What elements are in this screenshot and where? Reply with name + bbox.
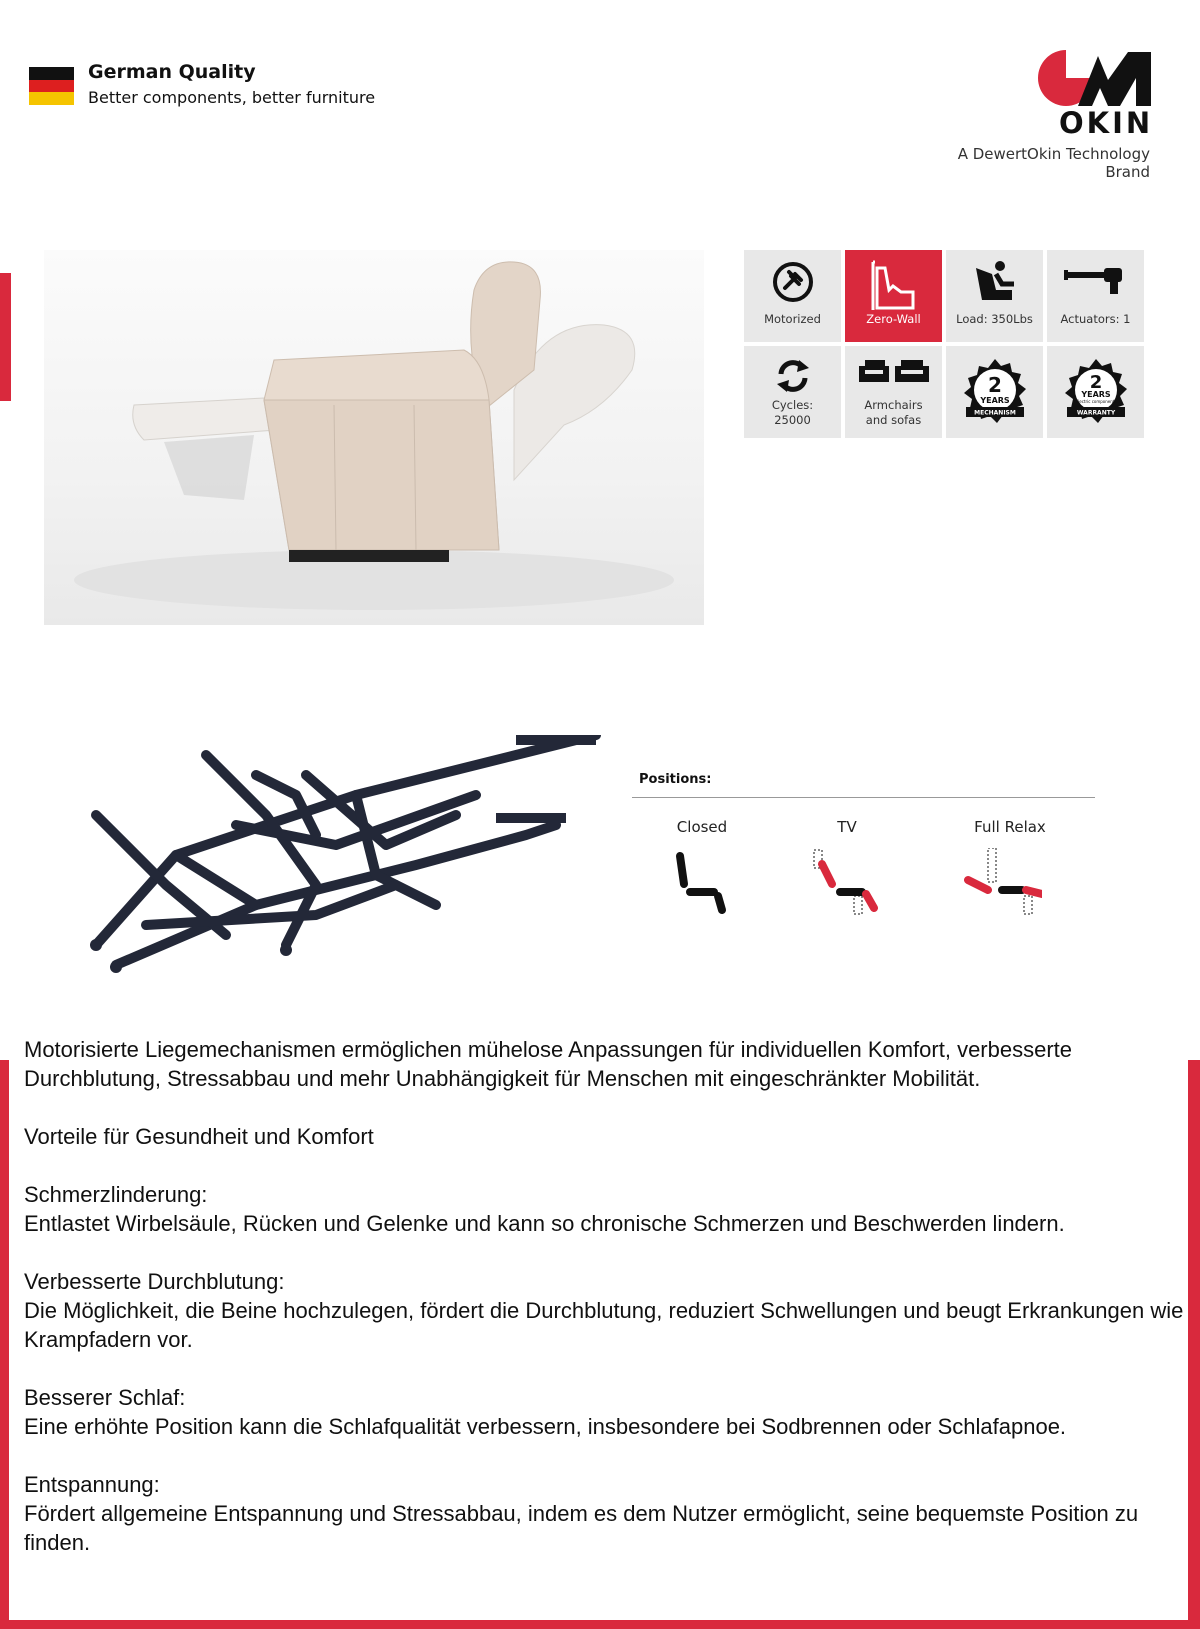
feature-load <box>946 250 1043 342</box>
person-seated-icon <box>972 260 1018 304</box>
brand-name: OKIN <box>1059 106 1154 140</box>
feature-mechanism-warranty <box>946 346 1043 438</box>
left-accent-bar <box>0 273 11 401</box>
position-tv-label: TV <box>837 818 857 836</box>
feature-label: Zero-Wall <box>866 312 921 326</box>
position-full-relax-label: Full Relax <box>974 818 1046 836</box>
benefit-text: Fördert allgemeine Entspannung und Stressabbau, indem es dem Nutzer ermöglicht, seine bequemste Position zu finden. <box>24 1501 1139 1555</box>
benefit-text: Entlastet Wirbelsäule, Rücken und Gelenke und kann so chronische Schmerzen und Beschwerden lindern. <box>24 1211 1065 1236</box>
benefit-title: Besserer Schlaf: <box>24 1385 186 1410</box>
feature-cycles <box>744 346 841 438</box>
mechanism-frame-image <box>56 735 616 985</box>
feature-label: Cycles: <box>771 398 814 412</box>
benefit-section <box>24 1470 1184 1557</box>
feature-furniture <box>845 346 942 438</box>
benefit-section <box>24 1267 1184 1354</box>
badge-small-text: Electric components <box>1075 399 1116 404</box>
feature-grid <box>744 250 1144 438</box>
badge-number: 2 <box>987 373 1002 397</box>
benefit-title: Schmerzlinderung: <box>24 1182 208 1207</box>
sofa-icon <box>857 356 931 388</box>
badge-word: YEARS <box>979 396 1010 405</box>
benefit-text: Eine erhöhte Position kann die Schlafqualität verbessern, insbesondere bei Sodbrennen oder Schlafapnoe. <box>24 1414 1067 1439</box>
position-closed-icon <box>662 848 742 918</box>
benefit-section <box>24 1383 1184 1441</box>
feature-actuators <box>1047 250 1144 342</box>
body-text <box>24 1035 1184 1586</box>
cycle-arrows-icon <box>773 356 813 396</box>
benefits-heading: Vorteile für Gesundheit und Komfort <box>24 1124 374 1149</box>
feature-label: Armchairs <box>864 398 923 412</box>
benefit-section <box>24 1180 1184 1238</box>
positions-title: Positions: <box>639 772 712 787</box>
brand-tagline: A DewertOkin Technology Brand <box>957 145 1150 181</box>
german-flag-icon <box>29 67 74 105</box>
badge-ribbon: MECHANISM <box>973 409 1016 417</box>
badge-number: 2 <box>1089 372 1102 393</box>
badge-word: YEARS <box>1080 390 1111 399</box>
position-tv-icon <box>808 848 888 918</box>
intro-paragraph: Motorisierte Liegemechanismen ermöglichen mühelose Anpassungen für individuellen Komfort, verbesserte Durchblutung, Stressabbau und mehr Unabhängigkeit für Menschen mit eingeschränkter Mobilität. <box>24 1037 1073 1091</box>
electric-warranty-badge-icon <box>1061 357 1131 427</box>
recliner-chair-image <box>44 250 704 625</box>
header-subtitle: Better components, better furniture <box>88 88 376 107</box>
zero-wall-chair-icon <box>869 260 919 314</box>
actuator-icon <box>1064 260 1128 300</box>
feature-label-value: and sofas <box>865 413 922 427</box>
mechanism-warranty-badge-icon <box>960 357 1030 427</box>
benefit-title: Entspannung: <box>24 1472 160 1497</box>
feature-label: Motorized <box>764 312 821 326</box>
feature-motorized <box>744 250 841 342</box>
feature-electric-warranty <box>1047 346 1144 438</box>
badge-ribbon: WARRANTY <box>1076 409 1115 417</box>
benefit-text: Die Möglichkeit, die Beine hochzulegen, fördert die Durchblutung, reduziert Schwellungen und beugt Erkrankungen wie Krampfadern vor. <box>24 1298 1184 1352</box>
positions-divider <box>632 797 1095 798</box>
feature-label: Actuators: 1 <box>1060 312 1131 326</box>
feature-label-value: 25000 <box>774 413 811 427</box>
position-closed-label: Closed <box>676 818 728 836</box>
okin-logo-icon <box>1036 48 1151 106</box>
position-full-relax-icon <box>962 848 1042 918</box>
benefit-title: Verbesserte Durchblutung: <box>24 1269 285 1294</box>
feature-zero-wall <box>845 250 942 342</box>
feature-label: Load: 350Lbs <box>956 312 1033 326</box>
header-title: German Quality <box>88 61 256 83</box>
plug-icon <box>771 260 815 304</box>
